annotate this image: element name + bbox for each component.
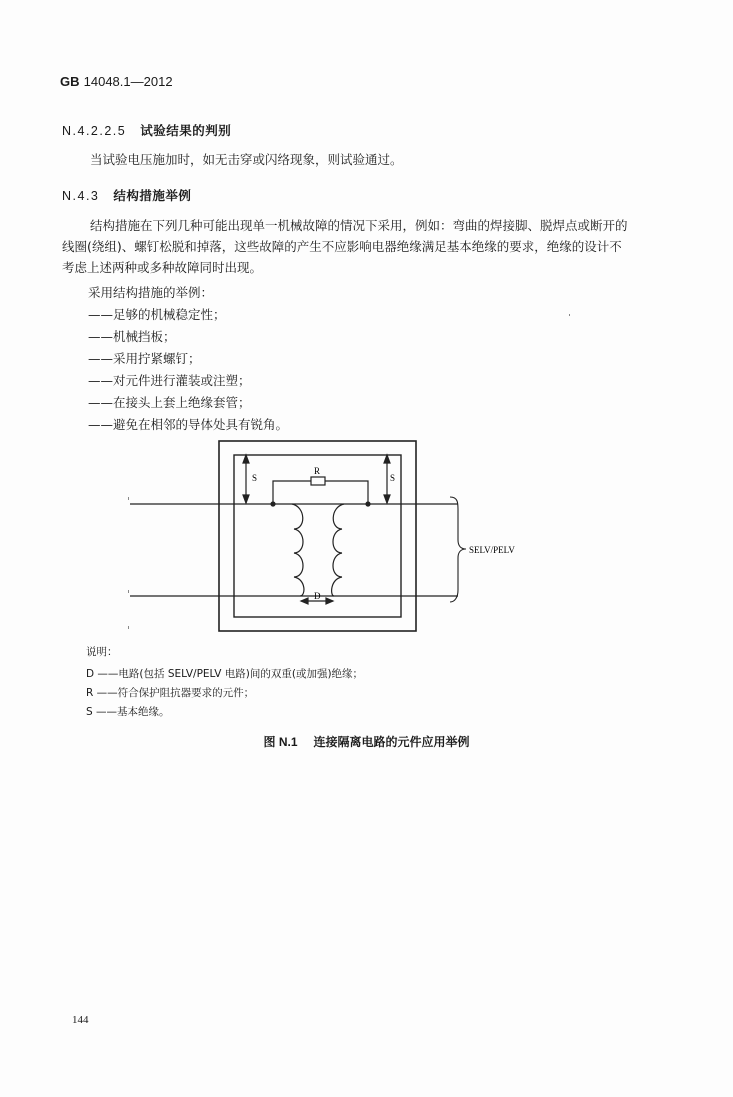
list-item: ——避免在相邻的导体处具有锐角。	[88, 417, 289, 432]
s-left-arrow-head-top	[243, 455, 249, 463]
left-winding	[292, 504, 304, 596]
page-number: 144	[72, 1014, 89, 1026]
figure-caption	[0, 733, 733, 750]
right-winding	[332, 504, 344, 596]
standard-prefix: GB	[60, 74, 80, 89]
list-item: ——机械挡板；	[88, 329, 176, 344]
legend-item-r: R ——符合保护阻抗器要求的元件；	[86, 687, 255, 699]
section-title: 结构措施举例	[113, 188, 192, 203]
s-right-arrow-head-bottom	[384, 495, 390, 503]
list-item: ——采用拧紧螺钉；	[88, 351, 201, 366]
label-d: D	[314, 591, 321, 601]
list-item: ——足够的机械稳定性；	[88, 307, 226, 322]
section-title: 试验结果的判别	[140, 123, 232, 138]
paragraph-structural-line-2: 线圈(绕组)、螺钉松脱和掉落，这些故障的产生不应影响电器绝缘满足基本绝缘的要求，绝缘的设计不	[62, 239, 622, 254]
list-intro: 采用结构措施的举例：	[88, 285, 214, 300]
s-right-arrow-head-top	[384, 455, 390, 463]
junction-dot-right	[366, 502, 370, 506]
figure-number: 图 N.1	[263, 735, 298, 749]
legend-item-d: D ——电路(包括 SELV/PELV 电路)间的双重(或加强)绝缘；	[86, 668, 364, 680]
label-r: R	[314, 466, 321, 476]
label-s-right: S	[390, 473, 396, 483]
resistor-lead-left	[273, 481, 311, 504]
figure-title: 连接隔离电路的元件应用举例	[313, 735, 470, 749]
d-arrow-head-right	[326, 598, 333, 604]
standard-code: 14048.1—2012	[83, 74, 173, 89]
resistor-r	[311, 477, 325, 485]
section-number: N.4.2.2.5	[62, 124, 127, 138]
paragraph-structural-line-3: 考虑上述两种或多种故障同时出现。	[62, 260, 263, 275]
legend-title: 说明：	[86, 646, 118, 658]
list-item: ——在接头上套上绝缘套管；	[88, 395, 251, 410]
paragraph-structural-line-1: 结构措施在下列几种可能出现单一机械故障的情况下采用，例如：弯曲的焊接脚、脱焊点或断开的	[90, 218, 628, 233]
paragraph-test-result: 当试验电压施加时，如无击穿或闪络现象，则试验通过。	[90, 152, 403, 167]
label-selv-pelv: SELV/PELV	[469, 545, 515, 555]
junction-dot-left	[271, 502, 275, 506]
selv-brace	[450, 497, 466, 602]
legend-item-s: S ——基本绝缘。	[86, 706, 170, 718]
label-s-left: S	[252, 473, 258, 483]
section-number: N.4.3	[62, 189, 100, 203]
s-left-arrow-head-bottom	[243, 495, 249, 503]
resistor-lead-right	[325, 481, 368, 504]
list-item: ——对元件进行灌装或注塑；	[88, 373, 251, 388]
d-arrow-head-left	[301, 598, 308, 604]
